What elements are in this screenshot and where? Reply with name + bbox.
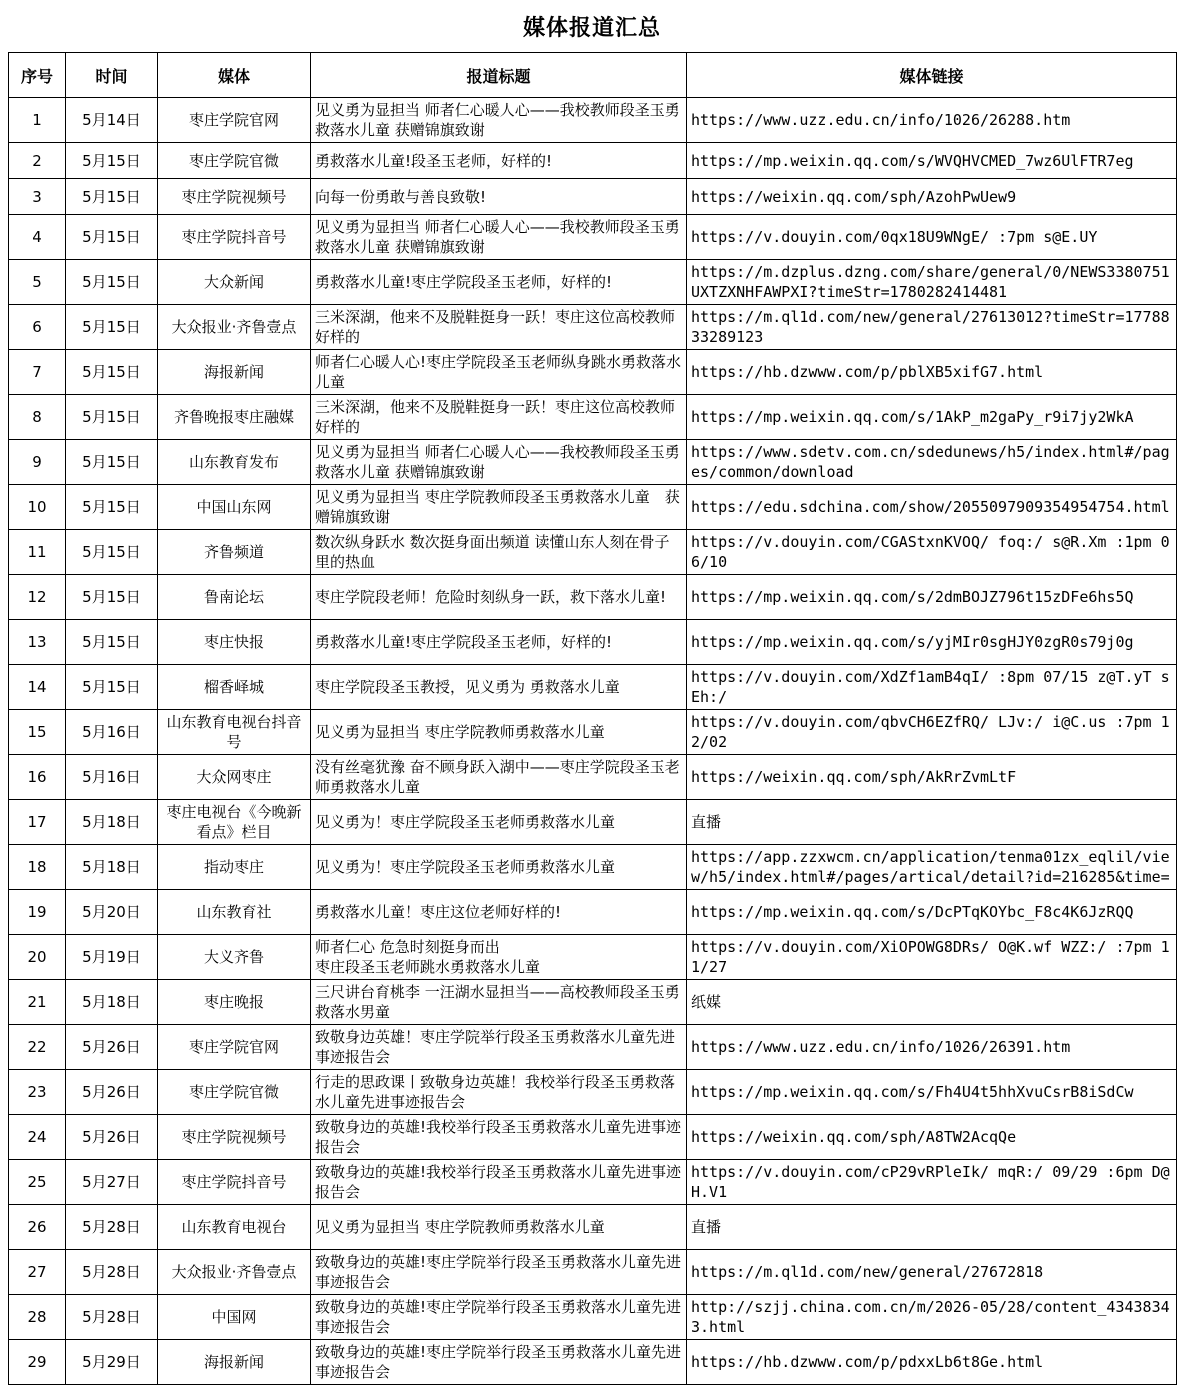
table-row: [9, 575, 1177, 620]
row-media: 中国网: [158, 1295, 311, 1340]
row-report-title: 勇救落水儿童!枣庄学院段圣玉老师，好样的!: [311, 620, 687, 665]
table-row: [9, 1160, 1177, 1205]
row-date: 5月15日: [66, 485, 158, 530]
row-number: 10: [9, 485, 66, 530]
row-media: 大众网枣庄: [158, 755, 311, 800]
row-number: 3: [9, 179, 66, 215]
row-media-link[interactable]: https://weixin.qq.com/sph/AzohPwUew9: [687, 179, 1177, 215]
row-report-title: 勇救落水儿童!段圣玉老师，好样的!: [311, 143, 687, 179]
row-date: 5月16日: [66, 710, 158, 755]
table-row: [9, 890, 1177, 935]
table-row: [9, 98, 1177, 143]
row-date: 5月18日: [66, 980, 158, 1025]
row-date: 5月18日: [66, 800, 158, 845]
row-number: 28: [9, 1295, 66, 1340]
row-report-title: 致敬身边的英雄!枣庄学院举行段圣玉勇救落水儿童先进事迹报告会: [311, 1340, 687, 1385]
row-number: 22: [9, 1025, 66, 1070]
table-row: [9, 350, 1177, 395]
row-date: 5月15日: [66, 665, 158, 710]
row-media-link[interactable]: https://m.ql1d.com/new/general/27613012?timeStr=1778833289123: [687, 305, 1177, 350]
row-report-title: 致敬身边的英雄!枣庄学院举行段圣玉勇救落水儿童先进事迹报告会: [311, 1250, 687, 1295]
row-date: 5月19日: [66, 935, 158, 980]
row-number: 21: [9, 980, 66, 1025]
table-row: [9, 935, 1177, 980]
row-media-link[interactable]: https://www.uzz.edu.cn/info/1026/26391.htm: [687, 1025, 1177, 1070]
row-report-title: 见义勇为显担当 师者仁心暖人心——我校教师段圣玉勇救落水儿童 获赠锦旗致谢: [311, 215, 687, 260]
row-media: 枣庄学院视频号: [158, 179, 311, 215]
row-media: 大众报业·齐鲁壹点: [158, 1250, 311, 1295]
table-row: [9, 665, 1177, 710]
row-media-link[interactable]: https://www.sdetv.com.cn/sdedunews/h5/index.html#/pages/common/download: [687, 440, 1177, 485]
row-report-title: 致敬身边英雄！枣庄学院举行段圣玉勇救落水儿童先进事迹报告会: [311, 1025, 687, 1070]
row-number: 15: [9, 710, 66, 755]
row-report-title: 见义勇为！枣庄学院段圣玉老师勇救落水儿童: [311, 845, 687, 890]
row-report-title: 见义勇为显担当 枣庄学院教师勇救落水儿童: [311, 1205, 687, 1250]
row-number: 20: [9, 935, 66, 980]
row-media: 山东教育发布: [158, 440, 311, 485]
row-date: 5月15日: [66, 530, 158, 575]
table-row: [9, 215, 1177, 260]
row-number: 16: [9, 755, 66, 800]
row-report-title: 见义勇为显担当 枣庄学院教师勇救落水儿童: [311, 710, 687, 755]
row-media-link[interactable]: https://m.ql1d.com/new/general/27672818: [687, 1250, 1177, 1295]
row-number: 5: [9, 260, 66, 305]
row-media-link[interactable]: https://weixin.qq.com/sph/A8TW2AcqQe: [687, 1115, 1177, 1160]
table-row: [9, 530, 1177, 575]
row-media-link[interactable]: https://hb.dzwww.com/p/pblXB5xifG7.html: [687, 350, 1177, 395]
row-number: 9: [9, 440, 66, 485]
table-row: [9, 800, 1177, 845]
row-report-title: 三米深湖，他来不及脱鞋挺身一跃！枣庄这位高校教师好样的: [311, 305, 687, 350]
row-report-title: 师者仁心暖人心!枣庄学院段圣玉老师纵身跳水勇救落水儿童: [311, 350, 687, 395]
row-number: 29: [9, 1340, 66, 1385]
column-header-title: 报道标题: [311, 53, 687, 98]
row-report-title: 致敬身边的英雄!我校举行段圣玉勇救落水儿童先进事迹报告会: [311, 1160, 687, 1205]
row-media-link[interactable]: https://mp.weixin.qq.com/s/WVQHVCMED_7wz6UlFTR7eg: [687, 143, 1177, 179]
row-media: 枣庄晚报: [158, 980, 311, 1025]
row-media-link[interactable]: https://v.douyin.com/0qx18U9WNgE/ :7pm s@E.UY: [687, 215, 1177, 260]
row-number: 24: [9, 1115, 66, 1160]
row-number: 19: [9, 890, 66, 935]
row-date: 5月28日: [66, 1295, 158, 1340]
row-media: 枣庄学院抖音号: [158, 215, 311, 260]
row-media: 中国山东网: [158, 485, 311, 530]
row-media-link[interactable]: https://v.douyin.com/XdZf1amB4qI/ :8pm 07/15 z@T.yT sEh:/: [687, 665, 1177, 710]
row-report-title: 勇救落水儿童！枣庄这位老师好样的!: [311, 890, 687, 935]
page-title: 媒体报道汇总: [522, 15, 661, 41]
row-report-title: 致敬身边的英雄!枣庄学院举行段圣玉勇救落水儿童先进事迹报告会: [311, 1295, 687, 1340]
row-media-link[interactable]: https://v.douyin.com/XiOPOWG8DRs/ O@K.wf WZZ:/ :7pm 11/27: [687, 935, 1177, 980]
row-number: 2: [9, 143, 66, 179]
row-media: 枣庄学院官微: [158, 143, 311, 179]
row-date: 5月15日: [66, 260, 158, 305]
row-report-title: 见义勇为显担当 师者仁心暖人心——我校教师段圣玉勇救落水儿童 获赠锦旗致谢: [311, 440, 687, 485]
row-date: 5月15日: [66, 215, 158, 260]
row-media: 枣庄快报: [158, 620, 311, 665]
row-number: 14: [9, 665, 66, 710]
row-media-link[interactable]: https://edu.sdchina.com/show/2055097909354954754.html: [687, 485, 1177, 530]
table-row: [9, 1025, 1177, 1070]
row-media-link[interactable]: https://weixin.qq.com/sph/AkRrZvmLtF: [687, 755, 1177, 800]
row-media-link[interactable]: https://mp.weixin.qq.com/s/1AkP_m2gaPy_r9i7jy2WkA: [687, 395, 1177, 440]
row-date: 5月15日: [66, 143, 158, 179]
row-report-title: 行走的思政课丨致敬身边英雄！我校举行段圣玉勇救落水儿童先进事迹报告会: [311, 1070, 687, 1115]
row-number: 13: [9, 620, 66, 665]
row-media: 山东教育社: [158, 890, 311, 935]
row-media-link[interactable]: https://m.dzplus.dzng.com/share/general/0/NEWS3380751UXTZXNHFAWPXI?timeStr=1780282414481: [687, 260, 1177, 305]
table-row: [9, 440, 1177, 485]
table-row: [9, 1115, 1177, 1160]
table-row: [9, 710, 1177, 755]
row-number: 12: [9, 575, 66, 620]
row-media: 枣庄学院官网: [158, 98, 311, 143]
row-number: 23: [9, 1070, 66, 1115]
row-date: 5月20日: [66, 890, 158, 935]
row-media: 大众报业·齐鲁壹点: [158, 305, 311, 350]
row-number: 25: [9, 1160, 66, 1205]
row-date: 5月26日: [66, 1025, 158, 1070]
row-number: 11: [9, 530, 66, 575]
row-report-title: 三尺讲台育桃李 一汪湖水显担当——高校教师段圣玉勇救落水男童: [311, 980, 687, 1025]
table-row: [9, 845, 1177, 890]
table-row: [9, 485, 1177, 530]
row-report-title: 枣庄学院段圣玉教授，见义勇为 勇救落水儿童: [311, 665, 687, 710]
row-media-link: 直播: [687, 1205, 1177, 1250]
row-report-title: 勇救落水儿童!枣庄学院段圣玉老师，好样的!: [311, 260, 687, 305]
row-media-link[interactable]: https://v.douyin.com/CGAStxnKVOQ/ foq:/ s@R.Xm :1pm 06/10: [687, 530, 1177, 575]
row-media-link: 纸媒: [687, 980, 1177, 1025]
media-report-table: [8, 52, 1177, 1385]
row-date: 5月14日: [66, 98, 158, 143]
row-media-link[interactable]: https://app.zzxwcm.cn/application/tenma01zx_eqlil/view/h5/index.html#/pages/artical/detail?id=216285&time=: [687, 845, 1177, 890]
table-row: [9, 143, 1177, 179]
row-date: 5月28日: [66, 1205, 158, 1250]
row-media: 枣庄学院抖音号: [158, 1160, 311, 1205]
table-row: [9, 1250, 1177, 1295]
row-number: 8: [9, 395, 66, 440]
row-media-link[interactable]: https://v.douyin.com/cP29vRPleIk/ mqR:/ 09/29 :6pm D@H.V1: [687, 1160, 1177, 1205]
row-media: 海报新闻: [158, 350, 311, 395]
row-date: 5月15日: [66, 575, 158, 620]
row-media: 榴香峄城: [158, 665, 311, 710]
row-media: 枣庄学院官网: [158, 1025, 311, 1070]
row-media-link[interactable]: http://szjj.china.com.cn/m/2026-05/28/content_43438343.html: [687, 1295, 1177, 1340]
row-report-title: 数次纵身跃水 数次挺身面出频道 读懂山东人刻在骨子里的热血: [311, 530, 687, 575]
row-media-link[interactable]: https://mp.weixin.qq.com/s/DcPTqKOYbc_F8c4K6JzRQQ: [687, 890, 1177, 935]
column-header-link: 媒体链接: [687, 53, 1177, 98]
row-date: 5月29日: [66, 1340, 158, 1385]
table-row: [9, 1205, 1177, 1250]
row-media: 齐鲁晚报枣庄融媒: [158, 395, 311, 440]
table-row: [9, 980, 1177, 1025]
row-date: 5月15日: [66, 179, 158, 215]
row-media-link[interactable]: https://mp.weixin.qq.com/s/yjMIr0sgHJY0zgR0s79j0g: [687, 620, 1177, 665]
row-media-link[interactable]: https://mp.weixin.qq.com/s/2dmBOJZ796t15zDFe6hs5Q: [687, 575, 1177, 620]
column-header-media: 媒体: [158, 53, 311, 98]
row-date: 5月26日: [66, 1070, 158, 1115]
row-number: 27: [9, 1250, 66, 1295]
row-media-link[interactable]: https://hb.dzwww.com/p/pdxxLb6t8Ge.html: [687, 1340, 1177, 1385]
row-date: 5月26日: [66, 1115, 158, 1160]
row-number: 6: [9, 305, 66, 350]
table-row: [9, 305, 1177, 350]
row-media-link[interactable]: https://www.uzz.edu.cn/info/1026/26288.htm: [687, 98, 1177, 143]
row-media: 山东教育电视台抖音号: [158, 710, 311, 755]
row-report-title: 三米深湖，他来不及脱鞋挺身一跃！枣庄这位高校教师好样的: [311, 395, 687, 440]
row-date: 5月28日: [66, 1250, 158, 1295]
row-media: 大义齐鲁: [158, 935, 311, 980]
row-date: 5月15日: [66, 350, 158, 395]
row-date: 5月18日: [66, 845, 158, 890]
row-report-title: 致敬身边的英雄!我校举行段圣玉勇救落水儿童先进事迹报告会: [311, 1115, 687, 1160]
row-media: 枣庄电视台《今晚新看点》栏目: [158, 800, 311, 845]
table-header-row: [9, 53, 1177, 98]
row-report-title: 见义勇为显担当 枣庄学院教师段圣玉勇救落水儿童 获赠锦旗致谢: [311, 485, 687, 530]
table-row: [9, 395, 1177, 440]
row-media: 大众新闻: [158, 260, 311, 305]
row-report-title: 没有丝毫犹豫 奋不顾身跃入湖中——枣庄学院段圣玉老师勇救落水儿童: [311, 755, 687, 800]
row-media: 指动枣庄: [158, 845, 311, 890]
row-number: 7: [9, 350, 66, 395]
table-row: [9, 1295, 1177, 1340]
row-media: 鲁南论坛: [158, 575, 311, 620]
row-date: 5月15日: [66, 395, 158, 440]
row-media: 齐鲁频道: [158, 530, 311, 575]
row-number: 17: [9, 800, 66, 845]
row-number: 26: [9, 1205, 66, 1250]
table-row: [9, 179, 1177, 215]
row-report-title: 向每一份勇敢与善良致敬!: [311, 179, 687, 215]
row-number: 4: [9, 215, 66, 260]
table-row: [9, 620, 1177, 665]
table-row: [9, 755, 1177, 800]
row-report-title: 见义勇为显担当 师者仁心暖人心——我校教师段圣玉勇救落水儿童 获赠锦旗致谢: [311, 98, 687, 143]
row-date: 5月15日: [66, 305, 158, 350]
row-date: 5月15日: [66, 620, 158, 665]
row-date: 5月15日: [66, 440, 158, 485]
row-media-link: 直播: [687, 800, 1177, 845]
row-report-title: 师者仁心 危急时刻挺身而出 枣庄段圣玉老师跳水勇救落水儿童: [311, 935, 687, 980]
row-report-title: 见义勇为！枣庄学院段圣玉老师勇救落水儿童: [311, 800, 687, 845]
row-media: 枣庄学院视频号: [158, 1115, 311, 1160]
column-header-num: 序号: [9, 53, 66, 98]
row-number: 18: [9, 845, 66, 890]
row-date: 5月16日: [66, 755, 158, 800]
row-report-title: 枣庄学院段老师！危险时刻纵身一跃，救下落水儿童!: [311, 575, 687, 620]
column-header-date: 时间: [66, 53, 158, 98]
row-date: 5月27日: [66, 1160, 158, 1205]
table-row: [9, 1340, 1177, 1385]
row-media: 枣庄学院官微: [158, 1070, 311, 1115]
row-media-link[interactable]: https://v.douyin.com/qbvCH6EZfRQ/ LJv:/ i@C.us :7pm 12/02: [687, 710, 1177, 755]
row-media: 海报新闻: [158, 1340, 311, 1385]
table-row: [9, 260, 1177, 305]
row-number: 1: [9, 98, 66, 143]
table-row: [9, 1070, 1177, 1115]
row-media-link[interactable]: https://mp.weixin.qq.com/s/Fh4U4t5hhXvuCsrB8iSdCw: [687, 1070, 1177, 1115]
row-media: 山东教育电视台: [158, 1205, 311, 1250]
